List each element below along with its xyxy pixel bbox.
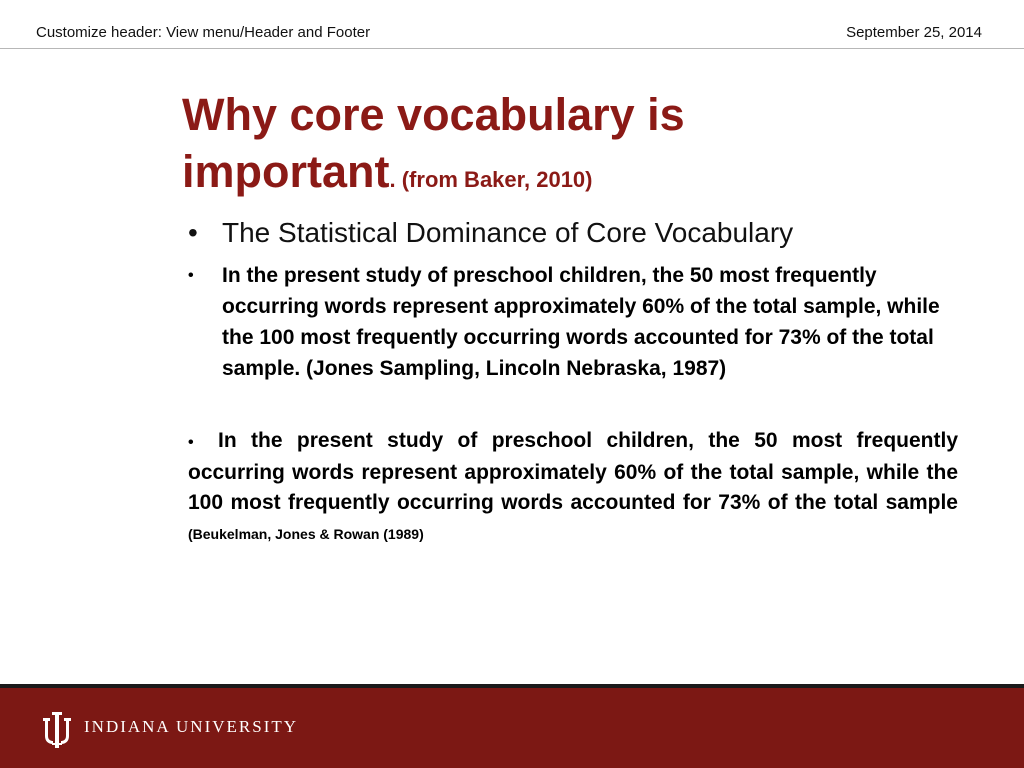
iu-trident-icon — [42, 710, 72, 750]
slide-title-citation: . (from Baker, 2010) — [389, 167, 593, 192]
header-date: September 25, 2014 — [846, 24, 982, 41]
bullet-marker: • — [188, 267, 194, 284]
bullet-item — [188, 214, 958, 252]
bullet-item — [188, 426, 958, 548]
header-note: Customize header: View menu/Header and Footer — [36, 24, 371, 41]
bullet-reference: (Beukelman, Jones & Rowan (1989) — [188, 526, 424, 542]
bullet-marker: • — [188, 434, 194, 451]
bullet-marker: • — [188, 217, 198, 248]
bullet-item — [188, 260, 958, 384]
university-name: INDIANA UNIVERSITY — [84, 717, 299, 736]
slide-title-main: Why core vocabulary is important — [182, 89, 685, 197]
bullet-text: The Statistical Dominance of Core Vocabulary — [222, 217, 794, 248]
slide-content — [188, 214, 958, 548]
bullet-text: In the present study of preschool children, the 50 most frequently occurring words represent approximately 60% of the total sample, while the 100 most frequently occurring words accounted for 73% of the total sample. (Jones Sampling, Lincoln Nebraska, 1987) — [222, 264, 940, 380]
slide-title — [182, 86, 802, 200]
slide-header — [0, 0, 1024, 49]
bullet-text: In the present study of preschool children, the 50 most frequently occurring words represent approximately 60% of the total sample, while the 100 most frequently occurring words accounted for 73% of the total sample — [188, 429, 958, 514]
footer-bar — [0, 688, 1024, 768]
